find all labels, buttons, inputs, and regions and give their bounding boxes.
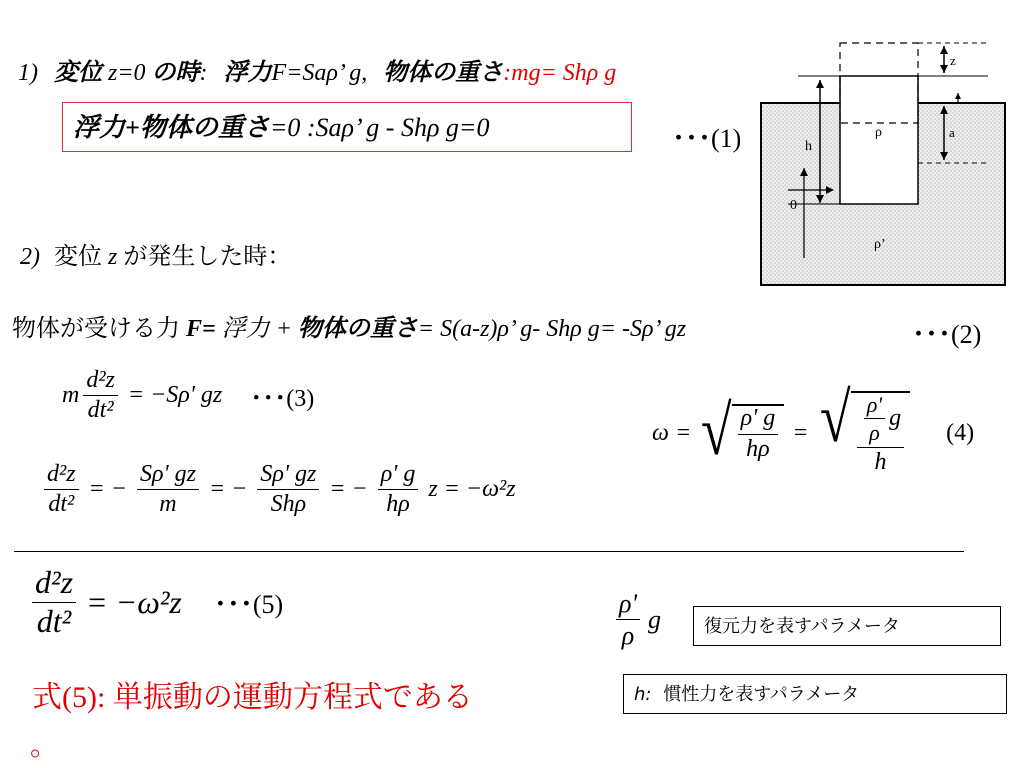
- conclusion: [32, 672, 473, 716]
- param1-fraction: [612, 590, 661, 650]
- eq3-rhs: = −Sρ' gz: [127, 382, 223, 409]
- chain-f2-den: Shρ: [270, 491, 307, 518]
- chain-f2: [257, 462, 319, 517]
- conclusion-text: 式(5): 単振動の運動方程式である: [32, 681, 473, 714]
- chain-tail: z = −ω²z: [428, 476, 516, 503]
- eq4-eq: =: [792, 419, 809, 446]
- eq5-rhs: = −ω²z: [86, 583, 182, 620]
- line2-rest: が発生した時：: [123, 244, 292, 270]
- line1-buoy-expr: F=Saρ’ g,: [271, 60, 368, 86]
- line1-buoy-label: 浮力: [223, 60, 272, 86]
- chain-f3-num: ρ' g: [378, 462, 419, 490]
- conclusion-dot: 。: [30, 731, 59, 762]
- floating-body: [840, 76, 918, 204]
- eq4-r2-top-num: ρ': [864, 393, 885, 419]
- eq5-tag: ･･･(5): [213, 589, 284, 619]
- eq4-omega: ω =: [652, 419, 692, 446]
- force-plus: +: [275, 316, 292, 342]
- eq1-tag: ･･･(1): [672, 124, 742, 153]
- param2-box: [623, 674, 1007, 714]
- eq1-expr: =0 :Saρ’ g - Shρ g=0: [269, 113, 490, 142]
- label-rho: ρ: [875, 125, 882, 140]
- line1-weight-expr: :mg= Shρ g: [503, 60, 617, 86]
- chain-lhs-num: d²z: [44, 462, 79, 490]
- chain-f1-num: Sρ' gz: [137, 462, 199, 490]
- eq4-r1-num: ρ' g: [738, 406, 779, 434]
- eq3-m: m: [62, 382, 80, 409]
- label-h: h: [805, 139, 812, 154]
- sqrt-symbol-icon: √: [700, 393, 732, 471]
- line2-num: 2): [20, 244, 40, 270]
- chain-eq-2: = −: [208, 476, 248, 503]
- eq1-box: [62, 102, 632, 152]
- chain-lhs-den: dt²: [48, 491, 75, 518]
- buoyancy-diagram: [758, 38, 1008, 290]
- label-a: a: [949, 125, 955, 140]
- line1-cond: z=0: [108, 60, 146, 86]
- force-expr: = S(a-z)ρ’ g- Shρ g= -Sρ’ gz: [417, 316, 687, 342]
- chain-f1-den: m: [159, 491, 177, 518]
- eq1-label: 浮力+物体の重さ: [73, 113, 270, 142]
- eq5-num: d²z: [32, 566, 76, 603]
- eq3-tag: ･･･(3): [250, 386, 315, 413]
- label-z: z: [950, 53, 956, 68]
- eq4-r2-top-den: ρ: [869, 420, 880, 446]
- param1-label: 復元力を表すパラメータ: [704, 616, 901, 637]
- param2-label: 慣性力を表すパラメータ: [663, 684, 860, 705]
- force-F: F=: [186, 316, 216, 342]
- eq4-r2-g: g: [889, 405, 902, 432]
- sqrt-symbol-icon: √: [820, 380, 852, 458]
- eq5-fraction: [32, 566, 76, 638]
- eq4-r2-den: h: [874, 448, 887, 475]
- chain-lhs: [44, 462, 79, 517]
- eq5-den: dt²: [36, 602, 72, 639]
- line1-weight-label: 物体の重さ: [383, 60, 504, 86]
- eq3-fraction: [83, 368, 118, 423]
- line1: [18, 52, 616, 87]
- force-prefix: 物体が受ける力: [12, 316, 180, 342]
- chain-f3-den: hρ: [386, 491, 410, 518]
- chain-f2-num: Sρ' gz: [257, 462, 319, 490]
- param2-h: h:: [634, 684, 652, 705]
- divider: [14, 551, 964, 552]
- line1-num: 1): [18, 60, 38, 86]
- label-zero: 0: [790, 198, 797, 213]
- chain-eq-3: = −: [329, 476, 368, 503]
- force-line: [12, 308, 686, 343]
- param1-g: g: [648, 604, 662, 634]
- eq4-tag: (4): [946, 419, 975, 446]
- line1-when: の時: [151, 60, 200, 86]
- param1-den: ρ: [621, 621, 635, 651]
- label-rho-prime: ρ’: [874, 237, 886, 252]
- line2-text: 変位: [54, 244, 102, 270]
- line1-colon: :: [199, 60, 208, 86]
- chain-eq: [40, 462, 516, 517]
- force-tag: ･･･(2): [912, 320, 982, 349]
- eq4: [652, 378, 974, 488]
- eq4-sqrt-2: [816, 380, 910, 475]
- line2-var: z: [108, 244, 118, 270]
- eq4-r1-den: hρ: [746, 435, 770, 462]
- eq3-den: dt²: [87, 397, 114, 424]
- chain-f1: [137, 462, 199, 517]
- param1-box: [693, 606, 1001, 646]
- line2: [20, 236, 291, 271]
- line1-label: 変位: [54, 60, 102, 86]
- eq3-num: d²z: [83, 368, 118, 396]
- force-weight: 物体の重さ: [297, 316, 418, 342]
- eq5: [28, 566, 283, 638]
- chain-f3: [378, 462, 419, 517]
- eq3: [62, 368, 314, 423]
- force-buoy: 浮力: [221, 316, 270, 342]
- chain-eq-1: = −: [88, 476, 127, 503]
- eq4-sqrt-1: [697, 393, 784, 471]
- param1-num: ρ': [616, 590, 640, 620]
